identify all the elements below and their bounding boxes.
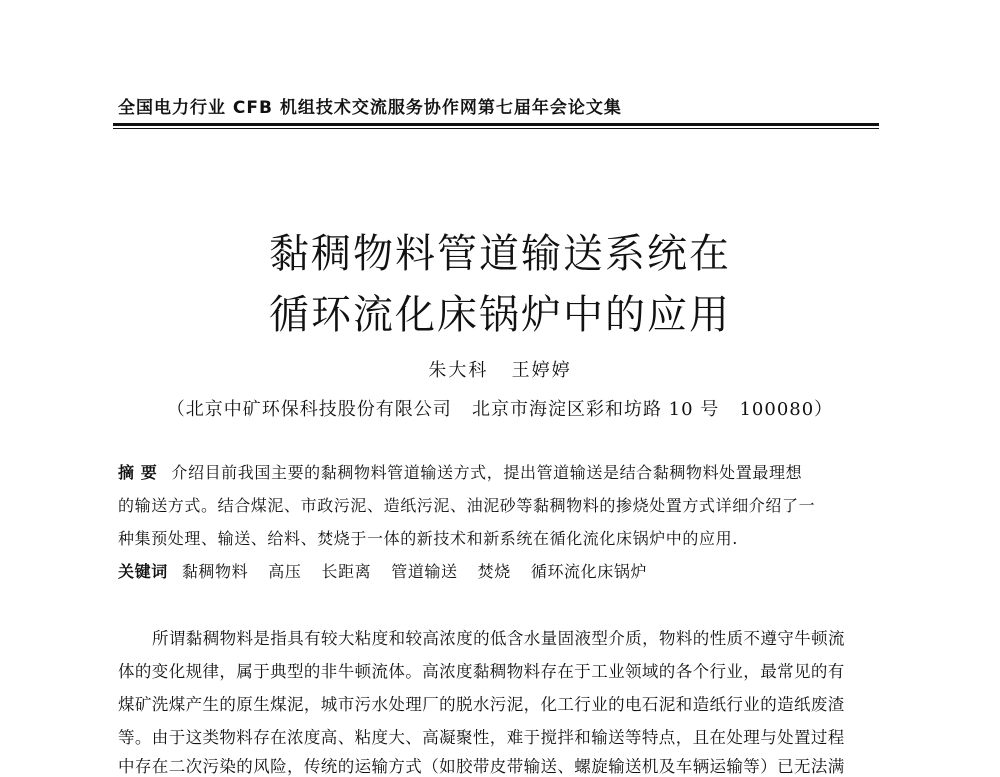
abstract-text-1: 介绍目前我国主要的黏稠物料管道输送方式，提出管道输送是结合黏稠物料处置最理想 [171,463,803,482]
body-line-3: 煤矿洗煤产生的原生煤泥，城市污水处理厂的脱水污泥，化工行业的电石泥和造纸行业的造纸废渣 [118,695,845,714]
keywords-line [118,559,878,582]
authors: 朱大科 王婷婷 [428,360,572,381]
header-rule-thick [113,123,879,126]
paper-title-line-1: 黏稠物料管道输送系统在 [269,231,731,277]
abstract-label: 摘 要 [118,463,158,482]
body-line-2: 体的变化规律，属于典型的非牛顿流体。高浓度黏稠物料存在于工业领域的各个行业，最常见的有 [118,662,845,681]
keyword-item: 焚烧 [477,562,511,581]
keyword-item: 高压 [268,562,302,581]
keyword-item: 管道输送 [391,562,458,581]
keyword-item: 循环流化床锅炉 [530,562,648,581]
abstract-line-3: 种集预处理、输送、给料、焚烧于一体的新技术和新系统在循化流化床锅炉中的应用. [118,529,738,548]
body-line-4: 等。由于这类物料存在浓度高、粘度大、高凝聚性，难于搅拌和输送等特点，且在处理与处置过程 [118,728,845,747]
header-rule-thin [113,128,879,129]
affiliation: （北京中矿环保科技股份有限公司 北京市海淀区彩和坊路 10 号 100080） [166,399,834,420]
keyword-item: 黏稠物料 [181,562,249,581]
abstract-line-1 [118,460,878,483]
abstract-line-2: 的输送方式。结合煤泥、市政污泥、造纸污泥、油泥砂等黏稠物料的掺烧处置方式详细介绍了一 [118,496,816,515]
running-header: 全国电力行业 CFB 机组技术交流服务协作网第七届年会论文集 [118,98,622,118]
body-line-1: 所谓黏稠物料是指具有较大粘度和较高浓度的低含水量固液型介质，物料的性质不遵守牛顿流 [152,629,845,648]
keywords-label: 关键词 [118,562,168,581]
keyword-item: 长距离 [321,562,372,581]
paper-title-line-2: 循环流化床锅炉中的应用 [269,292,731,338]
body-line-5: 中存在二次污染的风险，传统的运输方式（如胶带皮带输送、螺旋输送机及车辆运输等）已无法满 [118,757,845,776]
